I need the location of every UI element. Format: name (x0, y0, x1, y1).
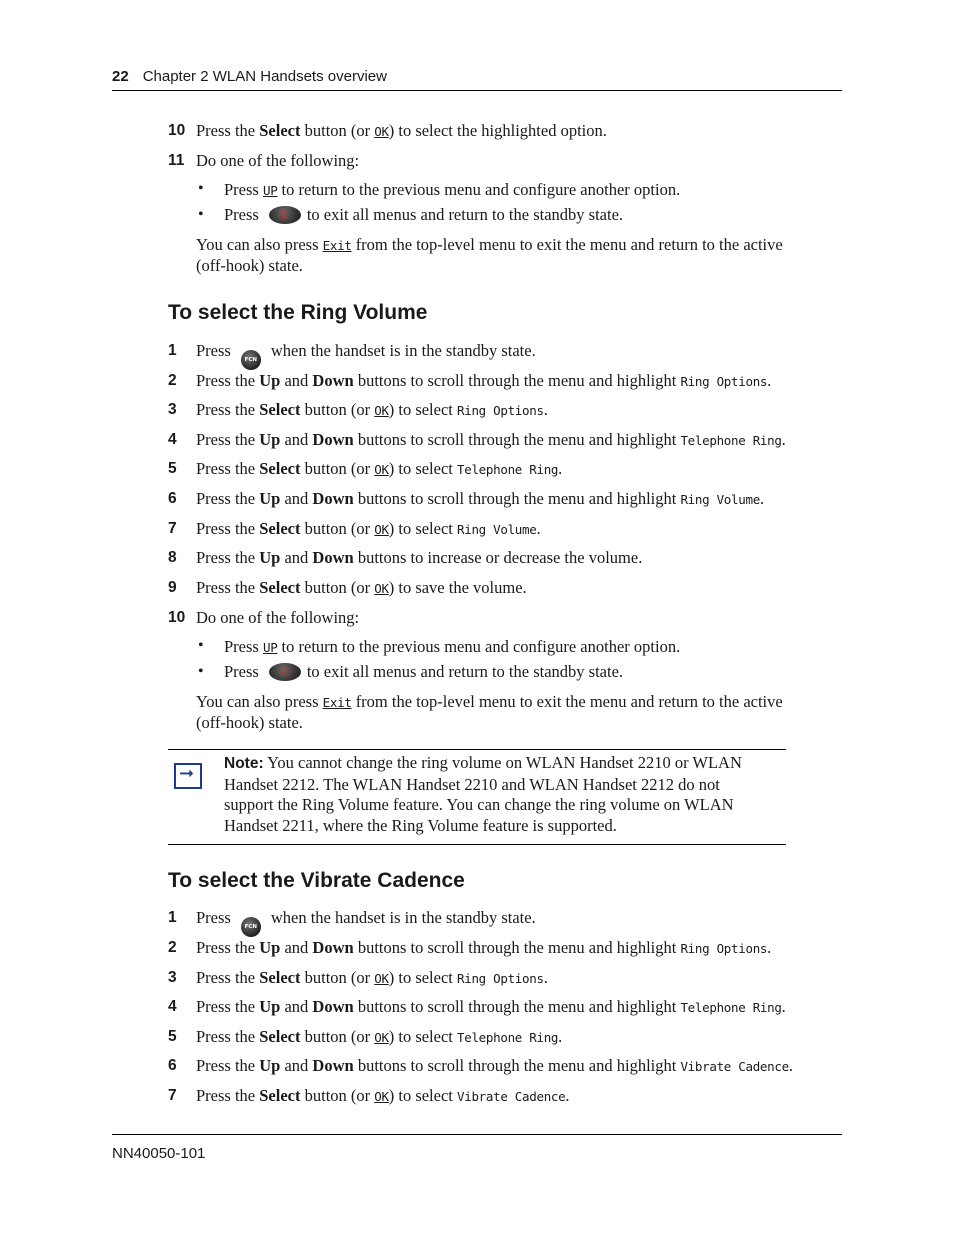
step-text: Press the Up and Down buttons to scroll through the menu and highlight Ring Volume. (196, 489, 765, 508)
step-number: 6 (168, 490, 177, 507)
bullet-text: Press UP to return to the previous menu and configure another option. (224, 180, 681, 199)
step-number: 1 (168, 909, 177, 926)
section-heading: To select the Vibrate Cadence (168, 869, 465, 892)
step-text: Press the Select button (or OK) to select Ring Volume. (196, 519, 541, 538)
note-text: Note: You cannot change the ring volume on WLAN Handset 2210 or WLAN Handset 2212. The WLAN Handset 2210 and WLAN Handset 2212 do not support the Ring Volume feature. You can change the ring volume on WLAN Handset 2211, where the Ring Volume feature is supported. (224, 753, 742, 835)
step-number: 10 (168, 122, 186, 139)
softkey-exit: Exit (322, 238, 352, 253)
end-call-icon (269, 206, 301, 224)
bullet-text: Press✆ to exit all menus and return to the standby state. (224, 662, 623, 682)
softkey-up: UP (262, 640, 278, 655)
step-text: Press the Up and Down buttons to scroll through the menu and highlight Telephone Ring. (196, 430, 786, 449)
step-text: Do one of the following: (196, 151, 360, 170)
softkey-ok: OK (374, 124, 389, 139)
step-text: Press the Select button (or OK) to select Ring Options. (196, 968, 548, 987)
step-text: Press the Up and Down buttons to scroll through the menu and highlight Vibrate Cadence. (196, 1056, 793, 1075)
paragraph: You can also press Exit from the top-level menu to exit the menu and return to the active (196, 692, 783, 711)
step-number: 11 (168, 152, 185, 169)
step-number: 6 (168, 1057, 177, 1074)
step-number: 5 (168, 1028, 177, 1045)
step-number: 7 (168, 1087, 177, 1104)
paragraph: (off-hook) state. (196, 256, 303, 275)
step-text: Press the Up and Down buttons to scroll through the menu and highlight Telephone Ring. (196, 997, 786, 1016)
step-text: Press the Up and Down buttons to increase or decrease the volume. (196, 548, 643, 567)
step-text: Press FCN when the handset is in the standby state. (196, 341, 536, 370)
step-text: Press the Select button (or OK) to save the volume. (196, 578, 527, 597)
bullet-text: Press UP to return to the previous menu and configure another option. (224, 637, 681, 656)
step-number: 7 (168, 520, 177, 537)
step-number: 4 (168, 998, 177, 1015)
doc-id: NN40050-101 (112, 1145, 206, 1162)
step-number: 1 (168, 342, 177, 359)
bullet: • (198, 663, 204, 680)
step-text: Press the Select button (or OK) to select Vibrate Cadence. (196, 1086, 570, 1105)
bullet-text: Press✆ to exit all menus and return to the standby state. (224, 205, 623, 225)
step-number: 8 (168, 549, 177, 566)
softkey-up: UP (262, 183, 278, 198)
page-footer (112, 1134, 842, 1162)
step-number: 2 (168, 939, 177, 956)
section-heading: To select the Ring Volume (168, 301, 428, 324)
fcn-button-icon: FCN (241, 917, 261, 937)
step-text: Press the Up and Down buttons to scroll through the menu and highlight Ring Options. (196, 371, 772, 390)
step-number: 9 (168, 579, 177, 596)
step-number: 3 (168, 401, 177, 418)
page-header (112, 68, 842, 91)
step-text: Do one of the following: (196, 608, 360, 627)
arrow-right-icon: ➞ (174, 763, 202, 789)
bullet: • (198, 180, 204, 197)
step-text: Press the Up and Down buttons to scroll through the menu and highlight Ring Options. (196, 938, 772, 957)
page-number: 22 (112, 68, 129, 85)
paragraph: (off-hook) state. (196, 713, 303, 732)
step-text: Press the Select button (or OK) to select the highlighted option. (196, 121, 607, 140)
paragraph: You can also press Exit from the top-level menu to exit the menu and return to the active (196, 235, 783, 254)
step-number: 2 (168, 372, 177, 389)
step-number: 3 (168, 969, 177, 986)
step-number: 4 (168, 431, 177, 448)
note-box (168, 749, 786, 845)
softkey-exit: Exit (322, 695, 352, 710)
bullet: • (198, 637, 204, 654)
fcn-button-icon: FCN (241, 350, 261, 370)
bullet: • (198, 206, 204, 223)
step-text: Press the Select button (or OK) to select Telephone Ring. (196, 459, 563, 478)
step-text: Press the Select button (or OK) to select Ring Options. (196, 400, 548, 419)
step-text: Press the Select button (or OK) to select Telephone Ring. (196, 1027, 563, 1046)
end-call-icon (269, 663, 301, 681)
chapter-title: Chapter 2 WLAN Handsets overview (142, 68, 387, 85)
step-text: Press FCN when the handset is in the standby state. (196, 908, 536, 937)
step-number: 5 (168, 460, 177, 477)
step-number: 10 (168, 609, 186, 626)
